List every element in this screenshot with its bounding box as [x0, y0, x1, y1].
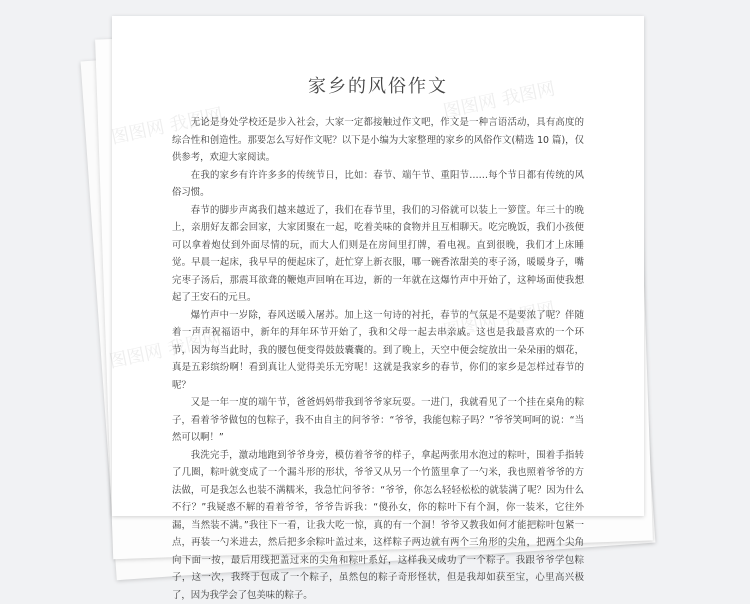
watermark: 图图网 我图网: [441, 74, 558, 123]
watermark: 图图网 我图网: [109, 100, 226, 149]
front-page: [112, 16, 644, 516]
watermark: 图图网 我图网: [441, 294, 558, 343]
watermark: 图图网 我图网: [107, 324, 224, 373]
paragraph: 爆竹声中一岁除，春风送暖入屠苏。加上这一句诗的衬托，春节的气氛是不是要浓了呢？伴随着一声声祝福语中，新年的拜年环节开始了，我和父母一起去串亲戚。这也是我最喜欢的一个环节，因为每当此时，我的腰包便变得鼓鼓囊囊的。到了晚上，天空中便会绽放出一朵朵丽的烟花，真是五彩缤纷啊！看到真让人觉得美乐无穷呢！这就是我家乡的春节，你们的家乡是怎样过春节的呢？: [172, 307, 584, 395]
document-title: 家乡的风俗作文: [172, 72, 584, 98]
paragraph: 我洗完手，激动地跑到爷爷身旁，模仿着爷爷的样子，拿起两张用水泡过的粽叶，围着手指转了几圈，粽叶就变成了一个漏斗形的形状，爷爷又从另一个竹篮里拿了一勺米，我也照着爷爷的方法做，可是我怎么也装不满糯米，我急忙问爷爷：“爷爷，你怎么轻轻松松的就装满了呢？因为什么不行？”我疑惑不解的看着爷爷，爷爷告诉我：“傻孙女，你的粽叶下有个洞，你一装米，它往外漏，当然装不满。”我往下一看，让我大吃一惊，真的有一个洞！爷爷又教我如何才能把粽叶包紧一点，再装一勺米进去，然后把多余粽叶盖过来，这样粽子两边就有两个三角形的尖角，把两个尖角向下面一按，最后用线把盖过来的尖角和粽叶系好，这样我又成功了一个粽子。我跟爷爷学包粽子，这一次，我终于包成了一个粽子，虽然包的粽子奇形怪状，但是我却如获至宝，心里高兴极了，因为我学会了包美味的粽子。: [172, 447, 584, 604]
paragraph: 春节的脚步声离我们越来越近了，我们在春节里，我们的习俗就可以装上一箩筐。年三十的晚上，亲朋好友都会回家，大家团聚在一起，吃着美味的食物并且互相聊天。吃完晚饭，我们小孩便可以拿着炮仗到外面尽情的玩，而大人们则是在房间里打牌，看电视。直到很晚，我们才上床睡觉。早晨一起床，我早早的便起床了，赶忙穿上新衣服，哪一碗香浓甜美的枣子汤，暖暖身子，嘴完枣子汤后，那震耳欲聋的鞭炮声回响在耳边，新的一年就在这爆竹声中开始了，这种场面使我想起了王安石的元旦。: [172, 202, 584, 307]
paragraph: 无论是身处学校还是步入社会，大家一定都接触过作文吧，作文是一种言语活动，具有高度的综合性和创造性。那要怎么写好作文呢？以下是小编为大家整理的家乡的风俗作文(精选 10 篇)，仅供参考，欢迎大家阅读。: [172, 114, 584, 167]
document-body: [172, 66, 584, 604]
paragraph: 在我的家乡有许许多多的传统节日，比如：春节、端午节、重阳节……每个节日都有传统的风俗习惯。: [172, 167, 584, 202]
paragraph: 又是一年一度的端午节，爸爸妈妈带我到爷爷家玩耍。一进门，我就看见了一个挂在桌角的粽子，看着爷爷做包的包粽子，我不由自主的问爷爷：“爷爷，我能包粽子吗？”爷爷笑呵呵的说：“当然可以啊！”: [172, 394, 584, 447]
